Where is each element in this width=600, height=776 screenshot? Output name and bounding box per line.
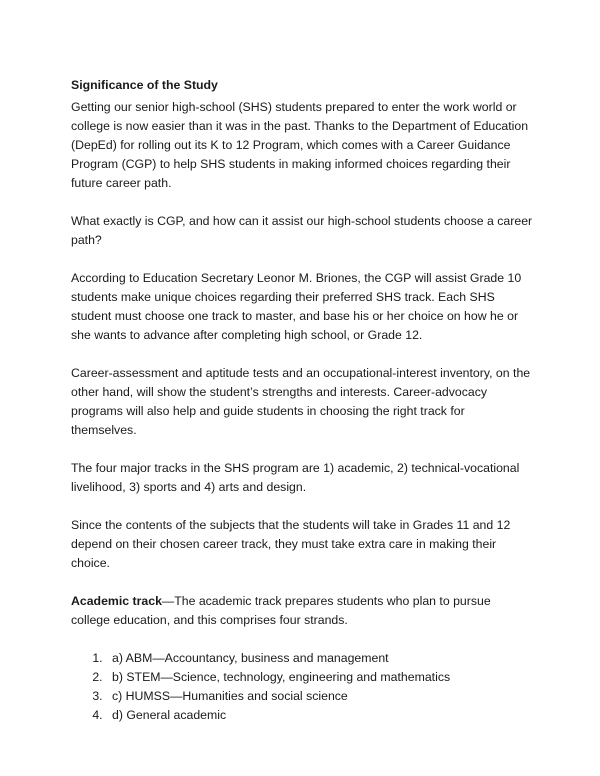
strand-list xyxy=(71,649,533,725)
paragraph-academic-track xyxy=(71,592,533,630)
list-item: 3. c) HUMSS—Humanities and social science xyxy=(106,687,533,706)
list-item: 1. a) ABM—Accountancy, business and management xyxy=(106,649,533,668)
paragraph-briones: According to Education Secretary Leonor M. Briones, the CGP will assist Grade 10 students make unique choices regarding their preferred SHS track. Each SHS student must choose one track to master, and base his or her choice on how he or she wants to advance after completing high school, or Grade 12. xyxy=(71,271,522,342)
list-item: 4. d) General academic xyxy=(106,706,533,725)
academic-track-lead: Academic track xyxy=(71,594,162,608)
paragraph-assessment: Career-assessment and aptitude tests and an occupational-interest inventory, on the other hand, will show the student’s strengths and interests. Career-advocacy programs will also help and guide students in choosing the right track for themselves. xyxy=(71,366,531,437)
list-item: 2. b) STEM—Science, technology, engineering and mathematics xyxy=(106,668,533,687)
section-heading: Significance of the Study xyxy=(71,78,218,92)
paragraph-subjects: Since the contents of the subjects that the students will take in Grades 11 and 12 depend on their chosen career track, they must take extra care in making their choice. xyxy=(71,518,511,570)
paragraph-intro: Getting our senior high-school (SHS) students prepared to enter the work world or college is now easier than it was in the past. Thanks to the Department of Education (DepEd) for rolling out its K to 12 Program, which comes with a Career Guidance Program (CGP) to help SHS students in making informed choices regarding their future career path. xyxy=(71,100,529,190)
academic-track-text: —The academic track prepares students who plan to pursue college education, and this comprises four strands. xyxy=(71,594,491,627)
paragraph-tracks: The four major tracks in the SHS program are 1) academic, 2) technical-vocational livelihood, 3) sports and 4) arts and design. xyxy=(71,461,520,494)
document-body xyxy=(71,76,533,725)
paragraph-question: What exactly is CGP, and how can it assist our high-school students choose a career path? xyxy=(71,214,533,247)
